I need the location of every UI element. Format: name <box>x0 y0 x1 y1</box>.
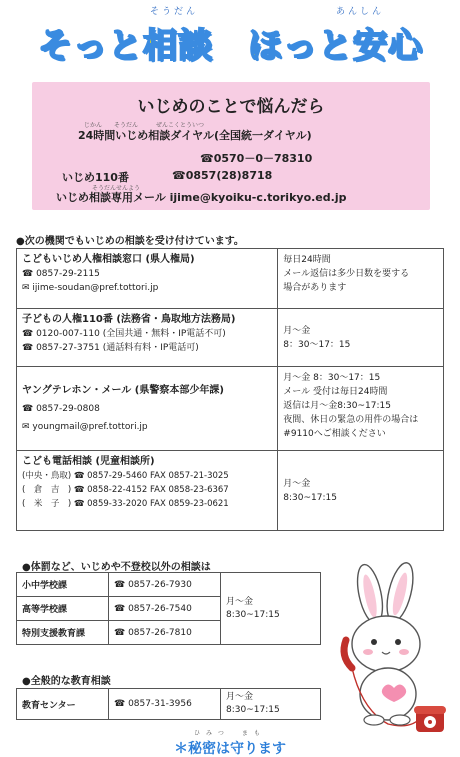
dept-name: 高等学校課 <box>17 597 109 621</box>
institution-table <box>16 248 444 531</box>
hours: 夜間、休日の緊急の用件の場合は <box>283 415 419 425</box>
table-row <box>17 451 444 531</box>
hours: 毎日24時間 <box>283 255 331 265</box>
dept-name: 小中学校課 <box>17 573 109 597</box>
title-ruby-right: あんしん <box>336 7 385 17</box>
hours: 月～金 <box>226 596 254 607</box>
hotline-line2-label: いじめ110番 <box>62 171 129 184</box>
org-name: 子どもの人権110番 (法務省・鳥取地方法務局) <box>22 314 236 325</box>
section2-title: ●体罰など、いじめや不登校以外の相談は <box>22 562 211 573</box>
section2-table <box>16 572 321 645</box>
hours: #9110へご相談ください <box>283 429 386 439</box>
dept-phone[interactable]: ☎ 0857-26-7540 <box>109 597 221 621</box>
hours: メール 受付は毎日24時間 <box>283 387 388 397</box>
org-phone[interactable]: ( 倉 吉 ) ☎ 0858-22-4152 FAX 0858-23-6367 <box>22 485 229 495</box>
org-phone[interactable]: ☎ 0857-27-3751 (通話料有料・IP電話可) <box>22 343 199 353</box>
hotline-heading: いじめのことで悩んだら <box>137 97 325 117</box>
phone-receiver <box>344 640 352 668</box>
org-mail[interactable]: ✉ youngmail@pref.tottori.jp <box>22 421 148 432</box>
org-name: こどもいじめ人権相談窓口 (県人権局) <box>22 254 195 265</box>
footer-ruby: ひみつ まも <box>194 730 266 737</box>
hotline-line3-ruby: そうだんせんよう <box>92 185 141 192</box>
hours: 8:30~17:15 <box>226 609 280 620</box>
org-phone[interactable]: ( 米 子 ) ☎ 0859-33-2020 FAX 0859-23-0621 <box>22 499 229 509</box>
org-name: ヤングテレホン・メール (県警察本部少年課) <box>22 384 224 396</box>
hours: 月～金 <box>226 692 254 702</box>
hours: 月～金 <box>283 325 311 336</box>
dept-name: 教育センター <box>17 689 109 720</box>
section1-title: ●次の機関でもいじめの相談を受け付けています。 <box>16 236 244 247</box>
section3-table <box>16 688 321 720</box>
rabbit-illustration <box>318 560 458 740</box>
org-mail[interactable]: ✉ ijime-soudan@pref.tottori.jp <box>22 283 159 293</box>
dept-name: 特別支援教育課 <box>17 621 109 645</box>
table-row <box>17 573 321 597</box>
hours: メール返信は多少日数を要する <box>283 269 410 279</box>
hours: 返信は月～金8:30~17:15 <box>283 401 391 411</box>
org-phone[interactable]: ☎ 0857-29-0808 <box>22 403 100 414</box>
hotline-box <box>32 82 430 210</box>
footer-text: ＊秘密は守ります <box>174 741 286 757</box>
hotline-line1-ruby: じかん そうだん ぜんこくとういつ <box>84 122 205 129</box>
hotline-line2-tel: ☎0857(28)8718 <box>172 169 273 182</box>
org-name: こども電話相談 (児童相談所) <box>22 456 155 467</box>
hotline-line1: 24時間いじめ相談ダイヤル(全国統一ダイヤル) <box>78 129 312 142</box>
hours: 8：30～17：15 <box>283 339 351 350</box>
hotline-line3[interactable]: いじめ相談専用メール ijime@kyoiku-c.torikyo.ed.jp <box>56 191 347 204</box>
org-phone[interactable]: ☎ 0120-007-110 (全国共通・無料・IP電話不可) <box>22 329 226 339</box>
section3-title: ●全般的な教育相談 <box>22 676 111 687</box>
org-phone[interactable]: ☎ 0857-29-2115 <box>22 269 100 279</box>
org-phone[interactable]: (中央・鳥取) ☎ 0857-29-5460 FAX 0857-21-3025 <box>22 471 229 481</box>
table-row <box>17 249 444 309</box>
title-block <box>0 2 460 66</box>
hours: 月～金 <box>283 478 311 489</box>
hours: 8:30~17:15 <box>283 492 337 503</box>
hotline-line1-tel: ☎0570－0－78310 <box>200 152 313 165</box>
title-ruby-left: そうだん <box>150 7 199 17</box>
dept-phone[interactable]: ☎ 0857-31-3956 <box>109 689 221 720</box>
table-row <box>17 367 444 451</box>
dept-phone[interactable]: ☎ 0857-26-7930 <box>109 573 221 597</box>
table-row <box>17 309 444 367</box>
hours: 月～金 8：30～17：15 <box>283 373 381 383</box>
table-row <box>17 689 321 720</box>
page-title: そっと相談 ほっと安心 <box>38 26 423 66</box>
hours: 場合があります <box>283 283 347 293</box>
dept-phone[interactable]: ☎ 0857-26-7810 <box>109 621 221 645</box>
hours: 8:30~17:15 <box>226 705 280 715</box>
